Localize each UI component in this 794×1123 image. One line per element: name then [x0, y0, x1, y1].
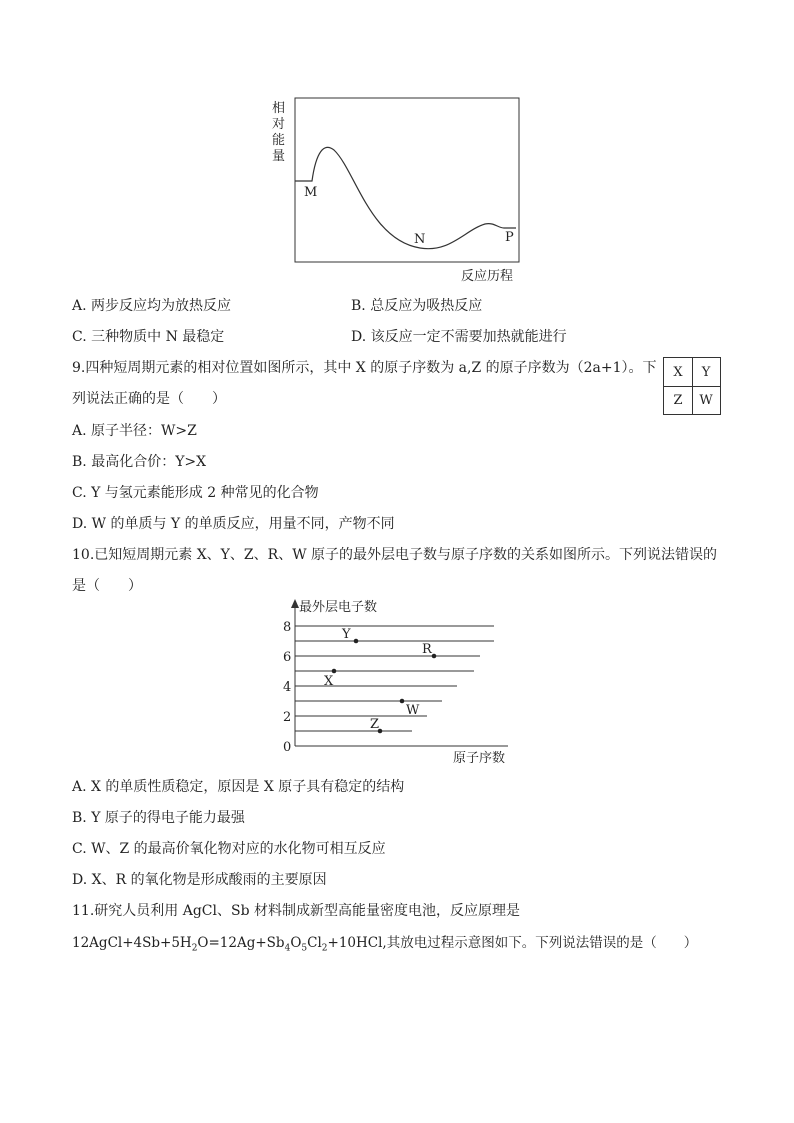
point-label-r: R	[422, 642, 432, 657]
q9-stem-line2: 列说法正确的是（ ）	[72, 391, 226, 407]
eq-part-3: O	[290, 935, 302, 951]
eq-part-1: 12AgCl+4Sb+5H	[72, 935, 192, 951]
q8-option-c: C. 三种物质中 N 最稳定	[72, 329, 225, 345]
y-label-char-3: 能	[272, 133, 286, 148]
point-x	[332, 669, 337, 674]
q9-option-b: B. 最高化合价：Y>X	[72, 454, 207, 470]
q10-option-d: D. X、R 的氧化物是形成酸雨的主要原因	[72, 872, 327, 888]
energy-plot-frame	[295, 98, 519, 262]
point-p-label: P	[505, 230, 514, 245]
chart-ylabel: 最外层电子数	[299, 600, 378, 615]
y-tick-8: 8	[283, 620, 292, 635]
y-tick-0: 0	[283, 740, 292, 755]
eq-sub-4: 2	[321, 943, 328, 954]
y-tick-2: 2	[283, 710, 292, 725]
q9-element-table	[663, 357, 721, 415]
eq-sub-2: 4	[284, 943, 291, 954]
eq-sub-3: 5	[301, 943, 308, 954]
q8-option-a: A. 两步反应均为放热反应	[72, 298, 232, 314]
chart-xlabel: 原子序数	[453, 751, 506, 766]
q10-option-c: C. W、Z 的最高价氧化物对应的水化物可相互反应	[72, 841, 386, 857]
q9-option-c: C. Y 与氢元素能形成 2 种常见的化合物	[72, 485, 319, 501]
q11-stem-line1: 11.研究人员利用 AgCl、Sb 材料制成新型高能量密度电池，反应原理是	[72, 903, 520, 919]
cell-w: W	[699, 392, 713, 408]
eq-part-4: Cl	[307, 935, 322, 951]
y-label-char-4: 量	[272, 149, 286, 164]
point-label-y: Y	[342, 627, 351, 642]
q10-option-a: A. X 的单质性质稳定，原因是 X 原子具有稳定的结构	[72, 779, 405, 795]
cell-x: X	[673, 364, 683, 380]
q10-stem-line1: 10.已知短周期元素 X、Y、Z、R、W 原子的最外层电子数与原子序数的关系如图所示。下列说法错误的	[72, 547, 718, 563]
point-w	[400, 699, 405, 704]
q9-stem-line1: 9.四种短周期元素的相对位置如图所示，其中 X 的原子序数为 a,Z 的原子序数为（2a+1）。下	[72, 360, 657, 376]
eq-part-2: O=12Ag+Sb	[197, 935, 285, 951]
point-label-w: W	[406, 703, 420, 718]
y-tick-4: 4	[283, 680, 292, 695]
energy-curve	[295, 147, 516, 248]
point-label-z: Z	[370, 717, 380, 732]
y-label-char-1: 相	[272, 101, 286, 116]
y-axis-arrow	[291, 599, 299, 608]
q10-option-b: B. Y 原子的得电子能力最强	[72, 810, 245, 826]
point-n-label: N	[414, 232, 426, 247]
point-m-label: M	[304, 185, 318, 200]
cell-y: Y	[701, 364, 711, 380]
q10-stem-line2: 是（ ）	[72, 578, 142, 594]
eq-part-5: +10HCl,其放电过程示意图如下。下列说法错误的是（ ）	[327, 935, 698, 951]
x-axis-label: 反应历程	[461, 269, 514, 284]
point-r	[432, 654, 437, 659]
q8-option-d: D. 该反应一定不需要加热就能进行	[351, 329, 567, 345]
eq-sub-1: 2	[191, 943, 198, 954]
q11-equation-line	[72, 931, 697, 954]
y-label-char-2: 对	[272, 117, 286, 132]
electron-chart	[270, 595, 530, 770]
y-tick-6: 6	[283, 650, 292, 665]
energy-profile-figure	[260, 90, 530, 285]
q8-option-b: B. 总反应为吸热反应	[351, 298, 483, 314]
point-label-x: X	[324, 674, 334, 689]
point-y	[354, 639, 359, 644]
q9-option-a: A. 原子半径：W>Z	[72, 423, 197, 439]
cell-z: Z	[673, 392, 683, 408]
q9-option-d: D. W 的单质与 Y 的单质反应，用量不同，产物不同	[72, 516, 395, 532]
